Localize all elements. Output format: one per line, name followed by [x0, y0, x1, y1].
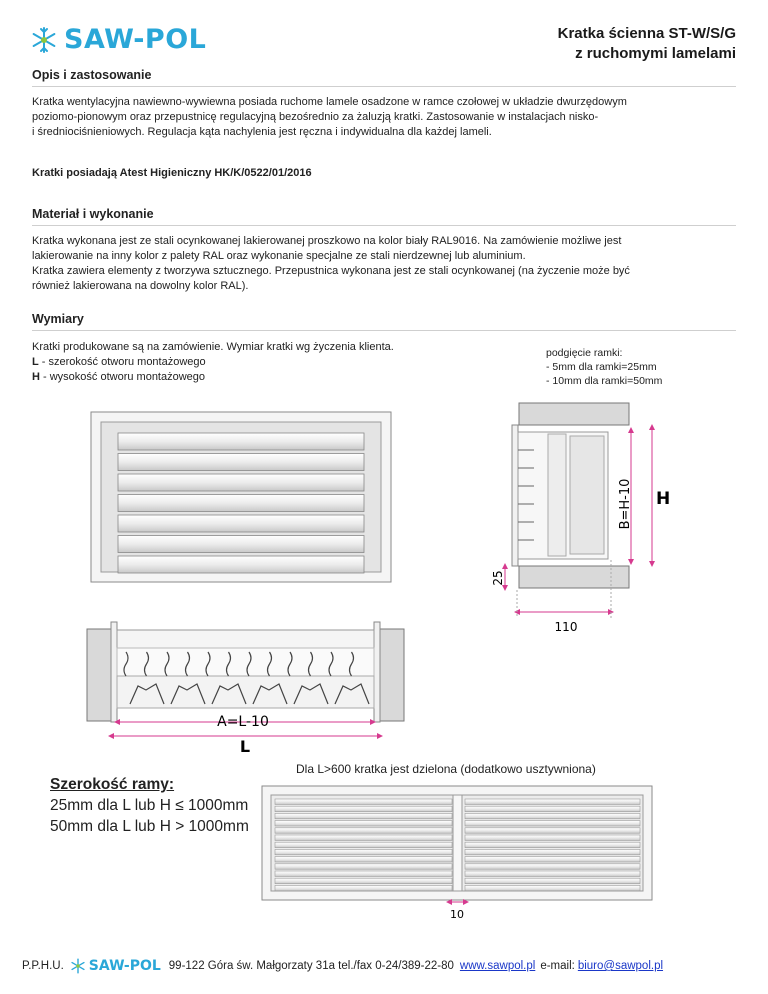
- front-view-grille: [91, 412, 391, 582]
- l-key: L: [32, 356, 39, 368]
- section-heading-wymiary: Wymiary: [32, 312, 84, 326]
- split-grille-view: [262, 786, 652, 921]
- h-key: H: [32, 371, 40, 383]
- dim-a-label: A=L-10: [217, 714, 269, 730]
- wymiary-line-1: Kratki produkowane są na zamówienie. Wymiar kratki wg życzenia klienta.: [32, 341, 394, 353]
- dim-l-label: L: [239, 737, 251, 756]
- frame-width-line-1: 25mm dla L lub H ≤ 1000mm: [50, 797, 249, 814]
- opis-line-3: i średniociśnieniowych. Regulacja kąta nachylenia jest ręczna i indywidualna dla każdej lameli.: [32, 126, 492, 138]
- material-line-2: lakierowanie na inny kolor z palety RAL oraz wykonanie specjalne ze stali nierdzewnej lub aluminium.: [32, 250, 526, 262]
- title-line-1: Kratka ścienna ST-W/S/G: [557, 25, 736, 42]
- footer-brand: SAW-POL: [88, 958, 161, 974]
- slat: [118, 495, 364, 512]
- slat: [118, 556, 364, 573]
- slat: [465, 849, 640, 854]
- opis-line-2: poziomo-pionowym oraz przepustnicę regulacyjną bezośrednio za żaluzją kratki. Zastosowanie w instalacjach nisko-: [32, 111, 599, 123]
- section-heading-material: Materiał i wykonanie: [32, 207, 154, 221]
- slat: [465, 878, 640, 883]
- opis-line-1: Kratka wentylacyjna nawiewno-wywiewna posiada ruchome lamele osadzone w ramce czołowej w układzie dwurzędowym: [32, 96, 627, 108]
- slat: [275, 828, 452, 833]
- slat: [465, 813, 640, 818]
- slat: [465, 864, 640, 869]
- dim-gap-label: 10: [450, 908, 464, 921]
- slat: [465, 806, 640, 811]
- side-note-line-1: - 5mm dla ramki=25mm: [546, 361, 657, 373]
- top-section-view: [87, 622, 404, 756]
- slat: [118, 515, 364, 532]
- split-note: Dla L>600 kratka jest dzielona (dodatkowo usztywniona): [296, 762, 596, 776]
- slat: [465, 835, 640, 840]
- frame-width-line-2: 50mm dla L lub H > 1000mm: [50, 818, 249, 835]
- slat: [275, 806, 452, 811]
- slat: [465, 885, 640, 890]
- slat: [275, 842, 452, 847]
- side-note-title: podgięcie ramki:: [546, 347, 623, 359]
- slat: [465, 842, 640, 847]
- atest-note: Kratki posiadają Atest Higieniczny HK/K/0522/01/2016: [32, 167, 312, 179]
- slat: [118, 474, 364, 491]
- dim-b-label: B=H-10: [618, 478, 633, 530]
- dim-flange-label: 25: [491, 570, 505, 586]
- slat: [275, 871, 452, 876]
- slat: [275, 864, 452, 869]
- slat: [275, 849, 452, 854]
- h-desc: - wysokość otworu montażowego: [39, 371, 206, 383]
- material-line-3: Kratka zawiera elementy z tworzywa sztucznego. Przepustnica wykonana jest ze stali ocynkowanej (na życzenie może być: [32, 265, 630, 277]
- dim-depth-label: 110: [554, 620, 578, 634]
- section-heading-opis: Opis i zastosowanie: [32, 68, 152, 82]
- material-line-1: Kratka wykonana jest ze stali ocynkowanej lakierowanej proszkowo na kolor biały RAL9016. Na zamówienie możliwe jest: [32, 235, 622, 247]
- brand-name: SAW-POL: [64, 24, 207, 55]
- footer-email-label: e-mail:: [540, 960, 575, 972]
- slat: [275, 835, 452, 840]
- snowflake-icon: [70, 958, 86, 974]
- slat: [275, 885, 452, 890]
- slat: [275, 813, 452, 818]
- slat: [118, 454, 364, 471]
- slat: [465, 799, 640, 804]
- slat: [275, 857, 452, 862]
- slat: [275, 821, 452, 826]
- slat: [275, 799, 452, 804]
- l-desc: - szerokość otworu montażowego: [38, 356, 206, 368]
- material-line-4: również lakierowana na dowolny kolor RAL).: [32, 280, 249, 292]
- slat: [465, 828, 640, 833]
- slat: [118, 536, 364, 553]
- footer-website-link[interactable]: www.sawpol.pl: [459, 960, 536, 972]
- slat: [275, 878, 452, 883]
- dim-h-label: H: [656, 489, 671, 509]
- title-line-2: z ruchomymi lamelami: [575, 45, 736, 62]
- side-note-line-2: - 10mm dla ramki=50mm: [546, 375, 663, 387]
- footer-address: 99-122 Góra św. Małgorzaty 31a tel./fax 0-24/389-22-80: [168, 960, 454, 972]
- footer-company: P.P.H.U.: [22, 960, 64, 972]
- slat: [465, 857, 640, 862]
- slat: [465, 821, 640, 826]
- side-section-view: [491, 403, 670, 634]
- frame-width-box: [50, 774, 249, 837]
- footer-email-link[interactable]: biuro@sawpol.pl: [577, 960, 664, 972]
- footer: [22, 958, 663, 974]
- slat: [118, 433, 364, 450]
- slat: [465, 871, 640, 876]
- frame-width-title: Szerokość ramy:: [50, 776, 175, 793]
